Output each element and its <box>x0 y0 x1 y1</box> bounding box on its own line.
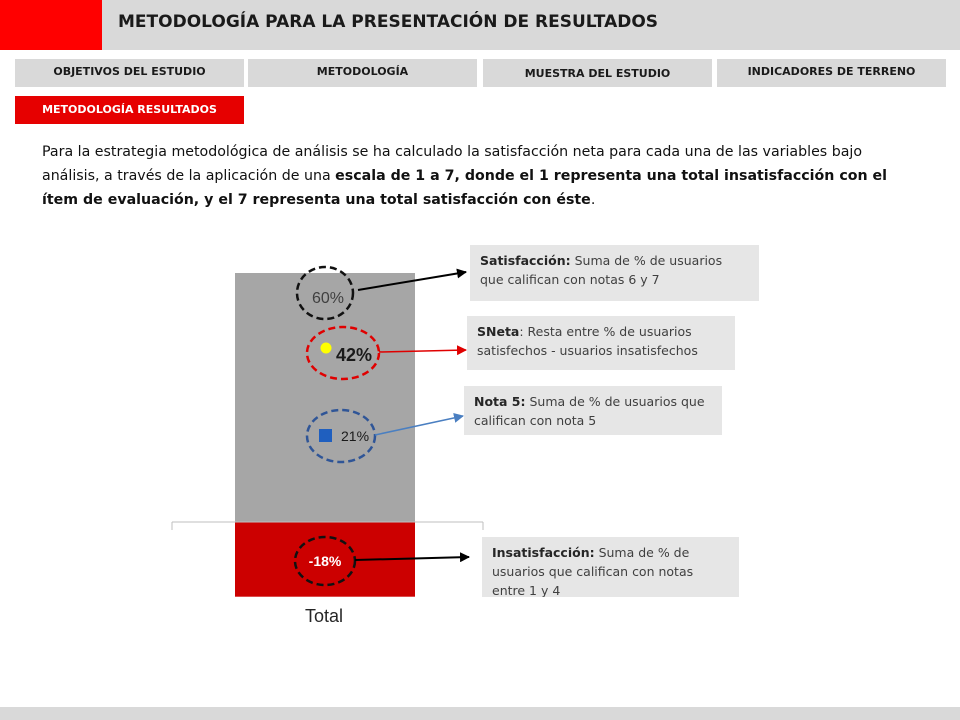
callout-nota5-text: Suma de % de usuarios que califican con nota 5 <box>474 394 705 428</box>
category-label-total: Total <box>304 606 344 626</box>
callout-insatisfaccion-title: Insatisfacción: <box>492 545 595 560</box>
intro-text: Para la estrategia metodológica de análisis se ha calculado la satisfacción neta para cada una de las variables bajo análisis, a través de la aplicación de una <box>42 144 863 184</box>
tab-metodologia[interactable]: METODOLOGÍA <box>248 59 477 87</box>
callout-satisfaccion <box>470 245 759 301</box>
callout-insatisfaccion <box>482 537 739 597</box>
page-title: METODOLOGÍA PARA LA PRESENTACIÓN DE RESULTADOS <box>118 12 659 32</box>
data-label-sneta: 42% <box>336 345 373 365</box>
nota5-marker <box>319 429 332 442</box>
callout-satisfaccion-title: Satisfacción: <box>480 253 571 268</box>
intro-bold-text: escala de 1 a 7, donde el 1 representa una total insatisfacción con el ítem de evaluación, y el 7 representa una total satisfacción con éste <box>42 168 888 208</box>
tab-indicadores-de-terreno[interactable]: INDICADORES DE TERRENO <box>717 59 946 87</box>
data-label-nota5: 21% <box>341 428 370 444</box>
callout-sneta-title: SNeta <box>477 324 520 339</box>
callout-insatisfaccion-text: Suma de % de usuarios que califican con notas entre 1 y 4 <box>492 545 694 597</box>
footer-bar <box>0 707 960 720</box>
callout-nota5-title: Nota 5: <box>474 394 526 409</box>
sneta-marker <box>321 343 332 354</box>
intro-end: . <box>590 192 596 208</box>
data-label-satisfaccion: 60% <box>311 290 345 307</box>
data-label-insatisfaccion: -18% <box>308 553 342 569</box>
bar-satisfaccion <box>235 273 415 522</box>
tab-metodologia-resultados[interactable]: METODOLOGÍA RESULTADOS <box>15 96 244 124</box>
callout-satisfaccion-text: Suma de % de usuarios que califican con notas 6 y 7 <box>480 253 723 287</box>
callout-nota5 <box>464 386 722 435</box>
callout-sneta <box>467 316 735 370</box>
tab-muestra-del-estudio[interactable]: MUESTRA DEL ESTUDIO <box>483 59 712 87</box>
tab-objetivos-del-estudio[interactable]: OBJETIVOS DEL ESTUDIO <box>15 59 244 87</box>
callout-sneta-text: : Resta entre % de usuarios satisfechos - usuarios insatisfechos <box>477 324 698 358</box>
